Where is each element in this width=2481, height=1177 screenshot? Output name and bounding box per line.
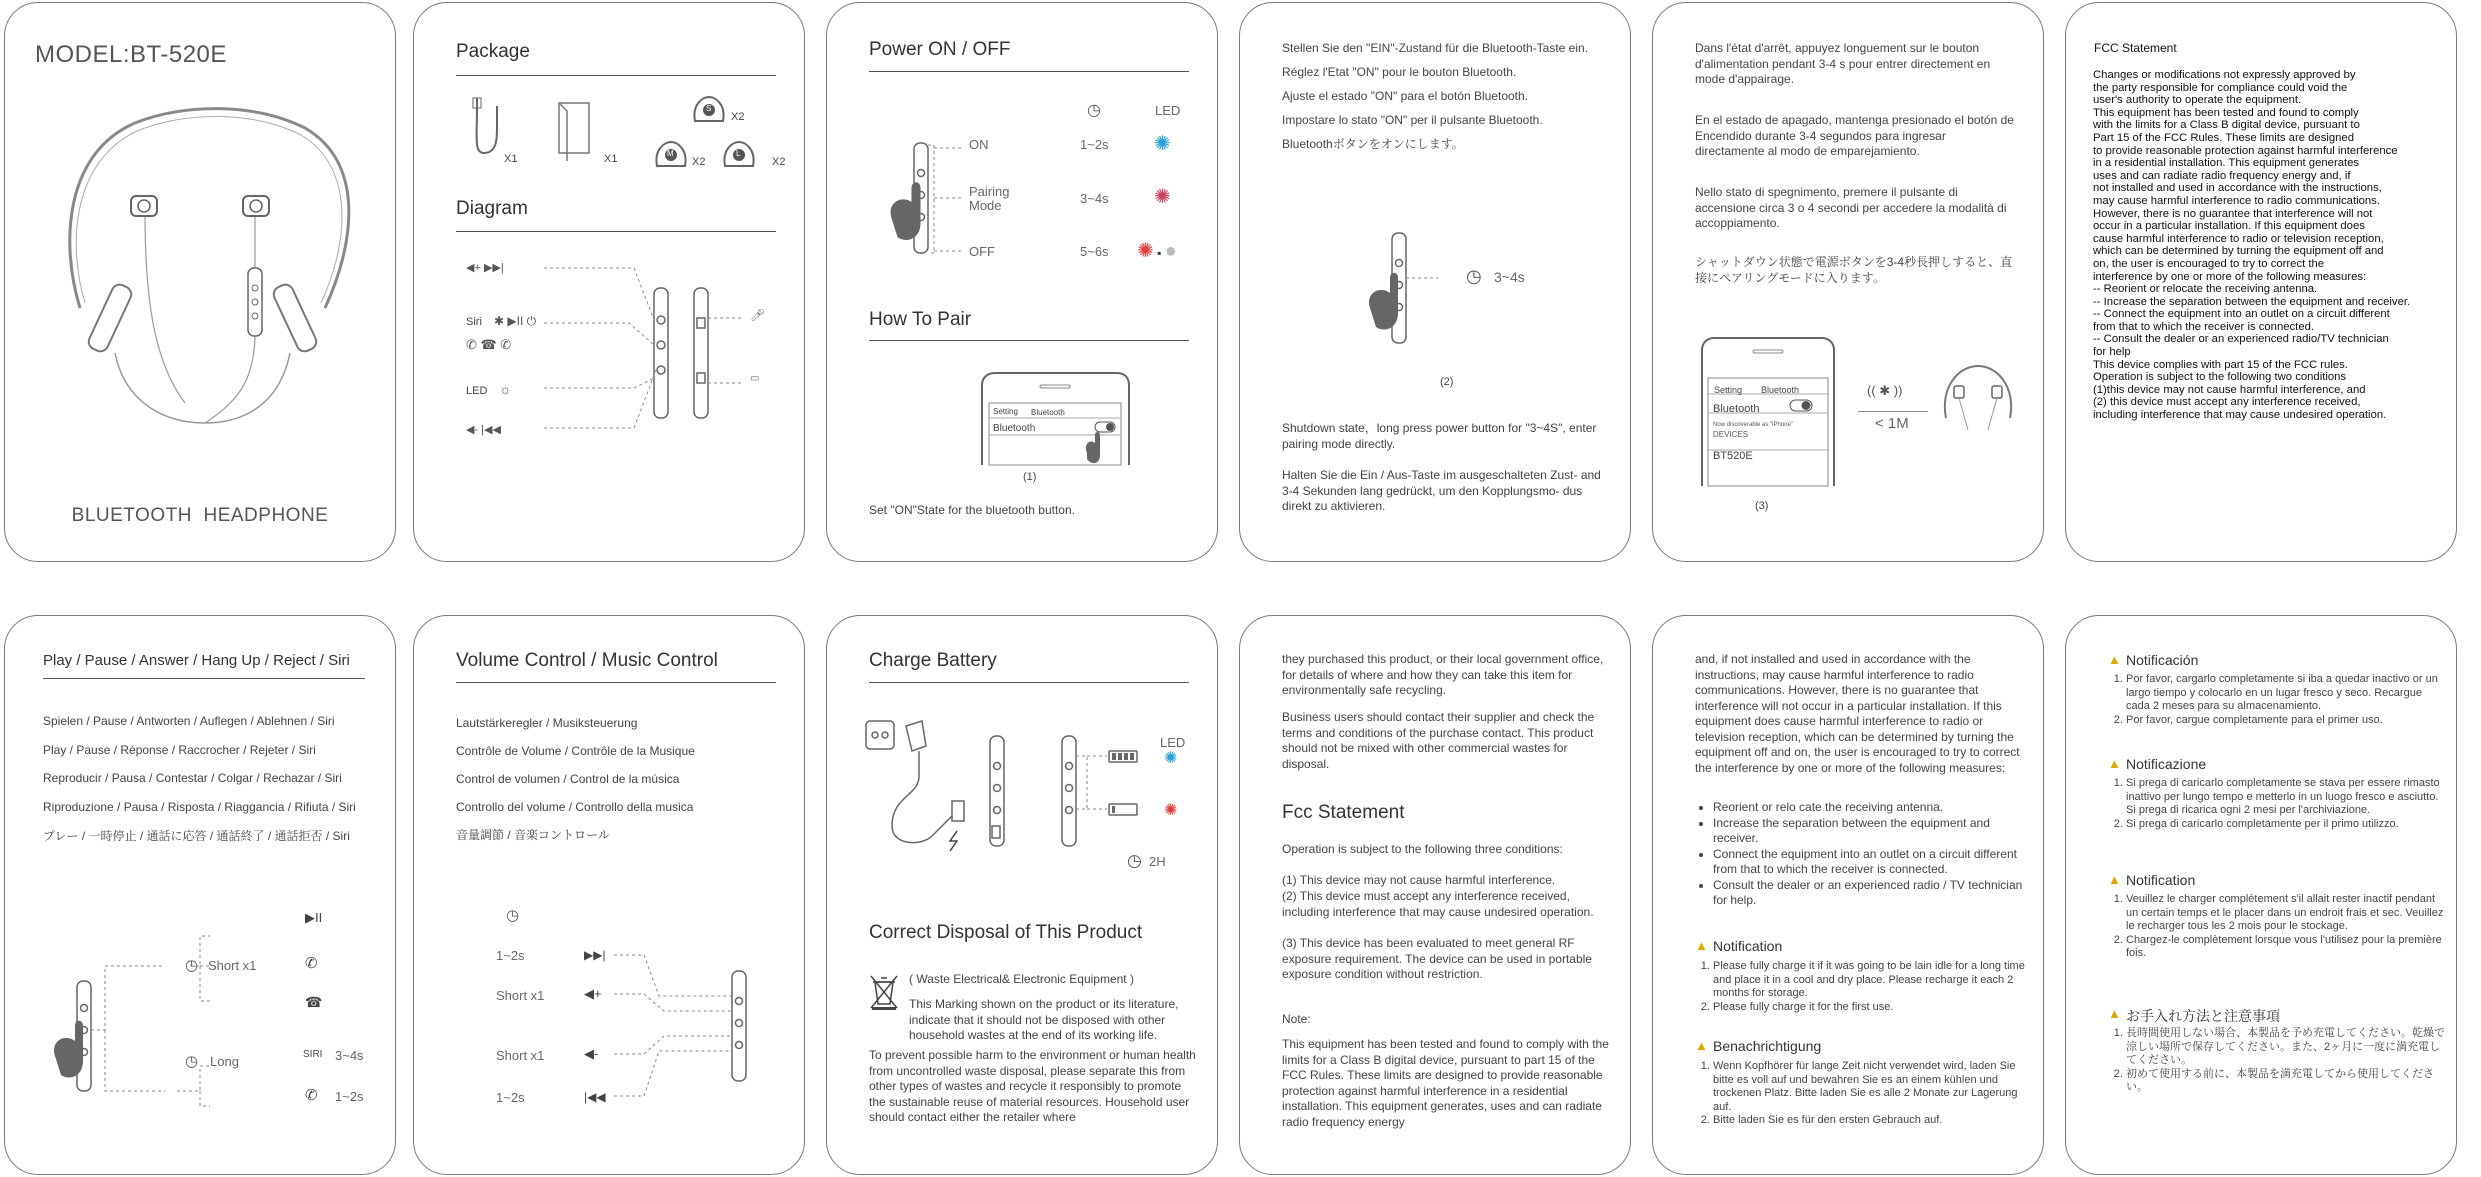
warning-icon: ▲	[2108, 756, 2121, 771]
notification-it-list	[2108, 777, 2446, 831]
notice-item: 1. Please fully charge it if it was going to be lain idle for a long time and place it in a cool and dry place. Please recharge it each 2 months for storage.	[1713, 960, 2028, 1001]
power-title: Power ON / OFF	[869, 39, 1011, 60]
weee-mark-text: This Marking shown on the product or its literature, indicate that it should not be disposed with other household wastes at the end of its working life.	[909, 997, 1179, 1042]
phone-back[interactable]: Setting	[993, 407, 1018, 416]
clock-icon: ◷	[506, 907, 520, 924]
pair-text-fr: Dans l'état d'arrêt, appuyez longuement sur le bouton d'alimentation pendant 3-4 s pour entrer directement en mode d'appairage.	[1695, 41, 1991, 86]
package-title: Package	[456, 41, 530, 62]
panel-pair-step3	[1652, 2, 2044, 562]
measure-item: • Reorient or relo cate the receiving antenna.	[1713, 800, 2028, 816]
led-blue-icon: ✺	[1154, 133, 1171, 155]
volume-line-it: Controllo del volume / Controllo della musica	[456, 800, 694, 814]
notice-item: 2. Bitte laden Sie es für den ersten Gebrauch auf.	[1713, 1114, 2028, 1128]
charging-setup	[862, 716, 1192, 876]
volume-line-es: Control de volumen / Control de la música	[456, 772, 680, 786]
led-red-off-icon: ✺ ▪ ●	[1137, 240, 1177, 262]
notice-item: 2. Si prega di caricarlo completamente per il primo utilizzo.	[2126, 818, 2446, 832]
note-body: This equipment has been tested and found to comply with the limits for a Class B digital device, pursuant to part 15 of the FCC Rules. These limits are designed to provide reasonable protection against harmful interference in a residential installation. This equipment generates, uses and can radiate radio frequency energy	[1282, 1037, 1609, 1129]
long-press: Long	[210, 1054, 239, 1069]
charge-port-icon: ▭	[750, 373, 760, 384]
eartip-l-letter: L	[736, 149, 741, 158]
notification-de-title: Benachrichtigung	[1713, 1038, 1822, 1054]
notification-en-title: Notification	[1713, 938, 1783, 954]
volume-line-de: Lautstärkeregler / Musiksteuerung	[456, 716, 638, 730]
reject-time: 1~2s	[335, 1089, 364, 1104]
volume-down-prev-icon: ◀- |◀◀	[466, 424, 501, 436]
bt-play-power-icon: ✱ ▶II ⏻	[494, 314, 537, 328]
warning-icon: ▲	[2108, 872, 2121, 887]
pair-text-ja: シャットダウン状態で電源ボタンを3-4秒長押しすると、直接にペアリングモードに入ります。	[1695, 255, 2013, 285]
phone-header: Bluetooth	[1761, 385, 1800, 395]
disposal-body: To prevent possible harm to the environment or human health from uncontrolled waste disposal, please separate this from other types of wastes and recycle it responsibly to promote the sustainable reuse of material resources. Household user should contact either the retailer where	[869, 1048, 1196, 1124]
siri-label: Siri	[466, 316, 482, 328]
warning-icon: ▲	[2108, 1006, 2121, 1021]
divider	[456, 682, 776, 683]
remote-diagram	[544, 258, 764, 458]
state-off: OFF	[969, 244, 995, 259]
vol-row-3: Short x1	[496, 1048, 545, 1063]
step-2: (2)	[1440, 376, 1454, 388]
discoverable-note: Now discoverable as "iPhone"	[1713, 422, 1793, 428]
panel-power	[826, 2, 1218, 562]
hangup-icon: ☎	[305, 994, 323, 1010]
fcc-title: FCC Statement	[2094, 41, 2177, 55]
model-title: MODEL:BT-520E	[35, 41, 227, 68]
volume-down-icon: ◀-	[584, 1046, 599, 1061]
divider	[869, 682, 1189, 683]
charge-led-label: LED	[1160, 735, 1186, 750]
notice-item: 1. Si prega di caricarlo completamente se stava per essere rimasto inattivo per lungo tempo e metterlo in un luogo fresco e asciutto. Si prega di ricarica ogni 2 mesi per l'archiviazione.	[2126, 777, 2446, 818]
notification-de-list	[1695, 1060, 2028, 1128]
divider	[43, 678, 365, 679]
notification-fr-title: Notification	[2126, 872, 2196, 888]
clock-icon: ◷	[185, 957, 199, 974]
eartip-m-letter: M	[667, 149, 674, 158]
panel-charge-disposal	[826, 615, 1218, 1175]
panel-volume	[413, 615, 805, 1175]
phone-bluetooth-row[interactable]: Bluetooth	[1713, 403, 1760, 415]
pair-text-en: Shutdown state，long press power button for "3~4S", enter pairing mode directly.	[1282, 421, 1597, 451]
divider	[869, 340, 1189, 341]
qty-manual: X1	[604, 153, 618, 165]
divider	[869, 71, 1189, 72]
pair-title: How To Pair	[869, 309, 972, 330]
remote-long-press	[1340, 228, 1540, 368]
notification-ja-list	[2108, 1027, 2446, 1095]
fcc-intro: Operation is subject to the following three conditions:	[1282, 842, 1563, 856]
phone-back[interactable]: Setting	[1714, 385, 1743, 395]
phone-header: Bluetooth	[1031, 408, 1065, 417]
weee-bin-icon	[869, 974, 899, 1010]
led-blue-icon: ✺	[1164, 750, 1178, 767]
notification-fr-list	[2108, 893, 2446, 961]
panel-fcc-measures	[1652, 615, 2044, 1175]
led-red-icon: ✺	[1164, 802, 1178, 819]
clock-icon: ◷	[185, 1053, 199, 1070]
volume-line-fr: Contrôle de Volume / Contrôle de la Musique	[456, 744, 695, 758]
notification-en-list	[1695, 960, 2028, 1014]
state-pairing: Pairing Mode	[969, 184, 1010, 213]
clock-icon: ◷	[1087, 102, 1101, 119]
remote-power-press	[862, 133, 982, 273]
clock-icon: ◷	[1466, 266, 1482, 286]
notification-es-title: Notificación	[2126, 652, 2199, 668]
lang-line-de: Stellen Sie den "EIN"-Zustand für die Bluetooth-Taste ein.	[1282, 41, 1589, 55]
time-pairing: 3~4s	[1080, 191, 1109, 206]
disposal-title: Correct Disposal of This Product	[869, 922, 1143, 943]
lang-line-it: Impostare lo stato "ON" per il pulsante Bluetooth.	[1282, 113, 1543, 127]
business-users: Business users should contact their supplier and check the terms and conditions of the purchase contact. This product should not be mixed with other commercial wastes for disposal.	[1282, 710, 1595, 771]
notice-item: 1. Por favor, cargarlo completamente si iba a quedar inactivo or un largo tiempo y colocarlo en un lugar fresco y seco. Recargue cada 2 meses para su almacenamiento.	[2126, 673, 2446, 714]
measure-item: • Increase the separation between the equipment and receiver.	[1713, 816, 2028, 847]
panel-package-diagram	[413, 2, 805, 562]
qty-cable: X1	[504, 153, 518, 165]
weee-label: ( Waste Electrical& Electronic Equipment )	[909, 972, 1134, 986]
siri-tag: SIRI	[303, 1049, 323, 1060]
measures-list	[1695, 800, 2028, 909]
notice-item: 2. 初めて使用する前に、本製品を満充電してから使用してください。	[2126, 1068, 2446, 1095]
panel-notifications	[2065, 615, 2457, 1175]
note-label: Note:	[1282, 1012, 1311, 1026]
notification-ja-title: お手入れ方法と注意事項	[2126, 1008, 2280, 1024]
play-line-es: Reproducir / Pausa / Contestar / Colgar / Rechazar / Siri	[43, 771, 342, 785]
bluetooth-signal-icon: (( ✱ ))	[1867, 383, 1903, 398]
notice-item: 2. Please fully charge it for the first use.	[1713, 1001, 2028, 1015]
vol-row-4: 1~2s	[496, 1090, 525, 1105]
clock-icon: ◷	[1127, 851, 1142, 870]
play-line-fr: Play / Pause / Réponse / Raccrocher / Rejeter / Siri	[43, 743, 316, 757]
phone-bluetooth-row[interactable]: Bluetooth	[993, 423, 1036, 434]
led-header: LED	[1155, 103, 1181, 118]
headphone-illustration	[5, 3, 396, 562]
prev-track-icon: |◀◀	[584, 1090, 606, 1104]
lang-line-es: Ajuste el estado "ON" para el botón Bluetooth.	[1282, 89, 1529, 103]
distance-label: < 1M	[1875, 415, 1909, 432]
qty-m: X2	[692, 156, 706, 168]
vol-row-2: Short x1	[496, 988, 545, 1003]
qty-l: X2	[772, 156, 786, 168]
volume-up-icon: ◀+	[584, 986, 602, 1001]
notice-item: 1. Wenn Kopfhörer für lange Zeit nicht verwendet wird, laden Sie bitte es voll auf und bewahren Sie es an einem kühlen und trockenen Platz. Bitte laden Sie es alle 2 Monate zur Lagerung auf.	[1713, 1060, 2028, 1114]
volume-up-next-icon: ◀+ ▶▶|	[466, 262, 504, 274]
notice-item: 1. Veuillez le charger complètement s'il allait rester inactif pendant un certain temps et le placer dans un endroit frais et sec. Veuillez le recharger tous les 2 mois pour le stockage.	[2126, 893, 2446, 934]
state-on: ON	[969, 137, 989, 152]
panel-fcc-conditions	[1239, 615, 1631, 1175]
pair-caption: Set "ON"State for the bluetooth button.	[869, 503, 1075, 517]
diagram-title: Diagram	[456, 198, 528, 219]
vol-row-1: 1~2s	[496, 948, 525, 963]
reject-call-icon: ✆	[305, 1087, 318, 1104]
fcc-cont: and, if not installed and used in accordance with the instructions, may cause harmful interference to radio communications. However, there is no guarantee that interference will not occur in a particular installation. If this equipment does cause harmful interference to radio or television reception, which can be determined by turning the equipment off and on, the user is encouraged to try to correct the interference by one or more of the following measures:	[1695, 652, 2020, 775]
notice-item: 1. 長時間使用しない場合、本製品を予め充電してください。乾燥で涼しい場所で保存してください。また、2ヶ月に一度に満充電してください。	[2126, 1027, 2446, 1068]
panel-play-pause	[4, 615, 396, 1175]
measure-item: • Connect the equipment into an outlet on a circuit different from that to which the receiver is connected.	[1713, 847, 2028, 878]
distance-line	[1858, 411, 1928, 412]
led-label: LED	[466, 385, 488, 397]
short-press: Short x1	[208, 958, 257, 973]
call-icons: ✆ ☎ ✆	[466, 337, 512, 352]
cover-footer: BLUETOOTH HEADPHONE	[71, 505, 329, 526]
siri-time: 3~4s	[335, 1048, 364, 1063]
remote-volume	[614, 916, 774, 1136]
play-line-ja: プレー / 一時停止 / 通話に応答 / 通話終了 / 通話拒否 / Siri	[43, 829, 350, 843]
notice-item: 2. Chargez-le complètement lorsque vous l'utilisez pour la première fois.	[2126, 934, 2446, 961]
answer-call-icon: ✆	[305, 955, 318, 972]
lang-line-ja: Bluetoothボタンをオンにします。	[1282, 137, 1464, 151]
charge-title: Charge Battery	[869, 650, 997, 671]
fcc-cond-3: (3) This device has been evaluated to meet general RF exposure requirement. The device can be used in portable exposure condition without restriction.	[1282, 936, 1592, 981]
fcc-body: Changes or modifications not expressly approved by the party responsible for compliance could void the user's authority to operate the equipment. This equipment has been tested and found to comply with the limits for a Class B digital device, pursuant to Part 15 of the FCC Rules. These limits are designed to provide reasonable protection against harmful interference in a residential installation. This equipment generates uses and can radiate radio frequency energy and, if not installed and used in accordance with the instructions, may cause harmful interference to radio communications. However, there is no guarantee that interference will not occur in a particular installation. If this equipment does cause harmful interference to radio or television reception, which can be determined by turning the equipment off and on, the user is encouraged to try to correct the interference by one or more of the following measures: -- Reorient or relocate the receiving antenna. -- Increase the separation between the equipment and receiver. -- Connect the equipment into an outlet on a circuit different from that to which the receiver is connected. -- Consult the dealer or an experienced radio/TV technician for help This device complies with part 15 of the FCC rules. Operation is subject to the following two conditions (1)this device may not cause harmful interference, and (2) this device must accept any interference received, including interference that may cause undesired operation.	[2093, 69, 2411, 422]
manual-icon	[559, 103, 599, 163]
time-off: 5~6s	[1080, 244, 1109, 259]
play-title: Play / Pause / Answer / Hang Up / Reject / Siri	[43, 652, 350, 669]
mic-icon: 🎤︎	[750, 308, 766, 322]
time-on: 1~2s	[1080, 137, 1109, 152]
play-line-de: Spielen / Pause / Antworten / Auflegen / Ablehnen / Siri	[43, 714, 335, 728]
pair-text-it: Nello stato di spegnimento, premere il pulsante di accensione circa 3 o 4 secondi per accedere la modalità di accoppiamento.	[1695, 185, 2007, 230]
warning-icon: ▲	[2108, 652, 2121, 667]
volume-line-ja: 音量調節 / 音楽コントロール	[456, 828, 610, 842]
play-line-it: Riproduzione / Pausa / Risposta / Riaggancia / Rifiuta / Siri	[43, 800, 356, 814]
pair-text-es: En el estado de apagado, mantenga presionado el botón de Encendido durante 3-4 segundos para ingresar directamente al modo de emparejamiento.	[1695, 113, 2014, 158]
step-3: (3)	[1755, 500, 1769, 512]
play-pause-icon: ▶II	[305, 910, 323, 925]
panel-fcc-statement	[2065, 2, 2457, 562]
warning-icon: ▲	[1695, 1038, 1708, 1053]
remote-press-tree	[25, 946, 385, 1146]
pair-text-de: Halten Sie die Ein / Aus-Taste im ausgeschalteten Zust- and 3-4 Sekunden lang gedrückt, um den Kopplungsmo- dus direkt zu aktivieren.	[1282, 468, 1601, 513]
notice-item: 2. Por favor, cargue completamente para el primer uso.	[2126, 714, 2446, 728]
eartip-s-letter: S	[706, 104, 712, 113]
led-redblue-icon: ✺	[1154, 186, 1171, 208]
device-bt520e[interactable]: BT520E	[1713, 450, 1753, 462]
volume-title: Volume Control / Music Control	[456, 650, 718, 671]
notification-it-title: Notificazione	[2126, 756, 2207, 772]
devices-header: DEVICES	[1713, 430, 1749, 439]
panel-cover	[4, 2, 396, 562]
led-icon: ☼	[499, 381, 512, 397]
divider	[456, 75, 776, 76]
disposal-cont: they purchased this product, or their local government office, for details of where and how they can take this item for environmentally safe recycling.	[1282, 652, 1604, 697]
fcc-cond-2: (2) This device must accept any interference received, including interference that may cause undesired operation.	[1282, 889, 1594, 919]
lang-line-fr: Réglez l'Etat "ON" pour le bouton Bluetooth.	[1282, 65, 1517, 79]
fcc-cond-1: (1) This device may not cause harmful interference.	[1282, 873, 1556, 887]
measure-item: • Consult the dealer or an experienced radio / TV technician for help.	[1713, 878, 2028, 909]
headphone-small-icon	[1938, 358, 2018, 438]
step-1: (1)	[1023, 471, 1037, 483]
fcc-heading: Fcc Statement	[1282, 802, 1405, 823]
panel-pair-step2	[1239, 2, 1631, 562]
warning-icon: ▲	[1695, 938, 1708, 953]
qty-s: X2	[731, 111, 745, 123]
next-track-icon: ▶▶|	[584, 948, 606, 962]
charge-time: 2H	[1149, 854, 1166, 869]
notification-es-list	[2108, 673, 2446, 727]
divider	[456, 231, 776, 232]
phone-outline	[977, 373, 1137, 468]
hold-time: 3~4s	[1494, 269, 1525, 285]
cable-icon	[469, 98, 509, 158]
